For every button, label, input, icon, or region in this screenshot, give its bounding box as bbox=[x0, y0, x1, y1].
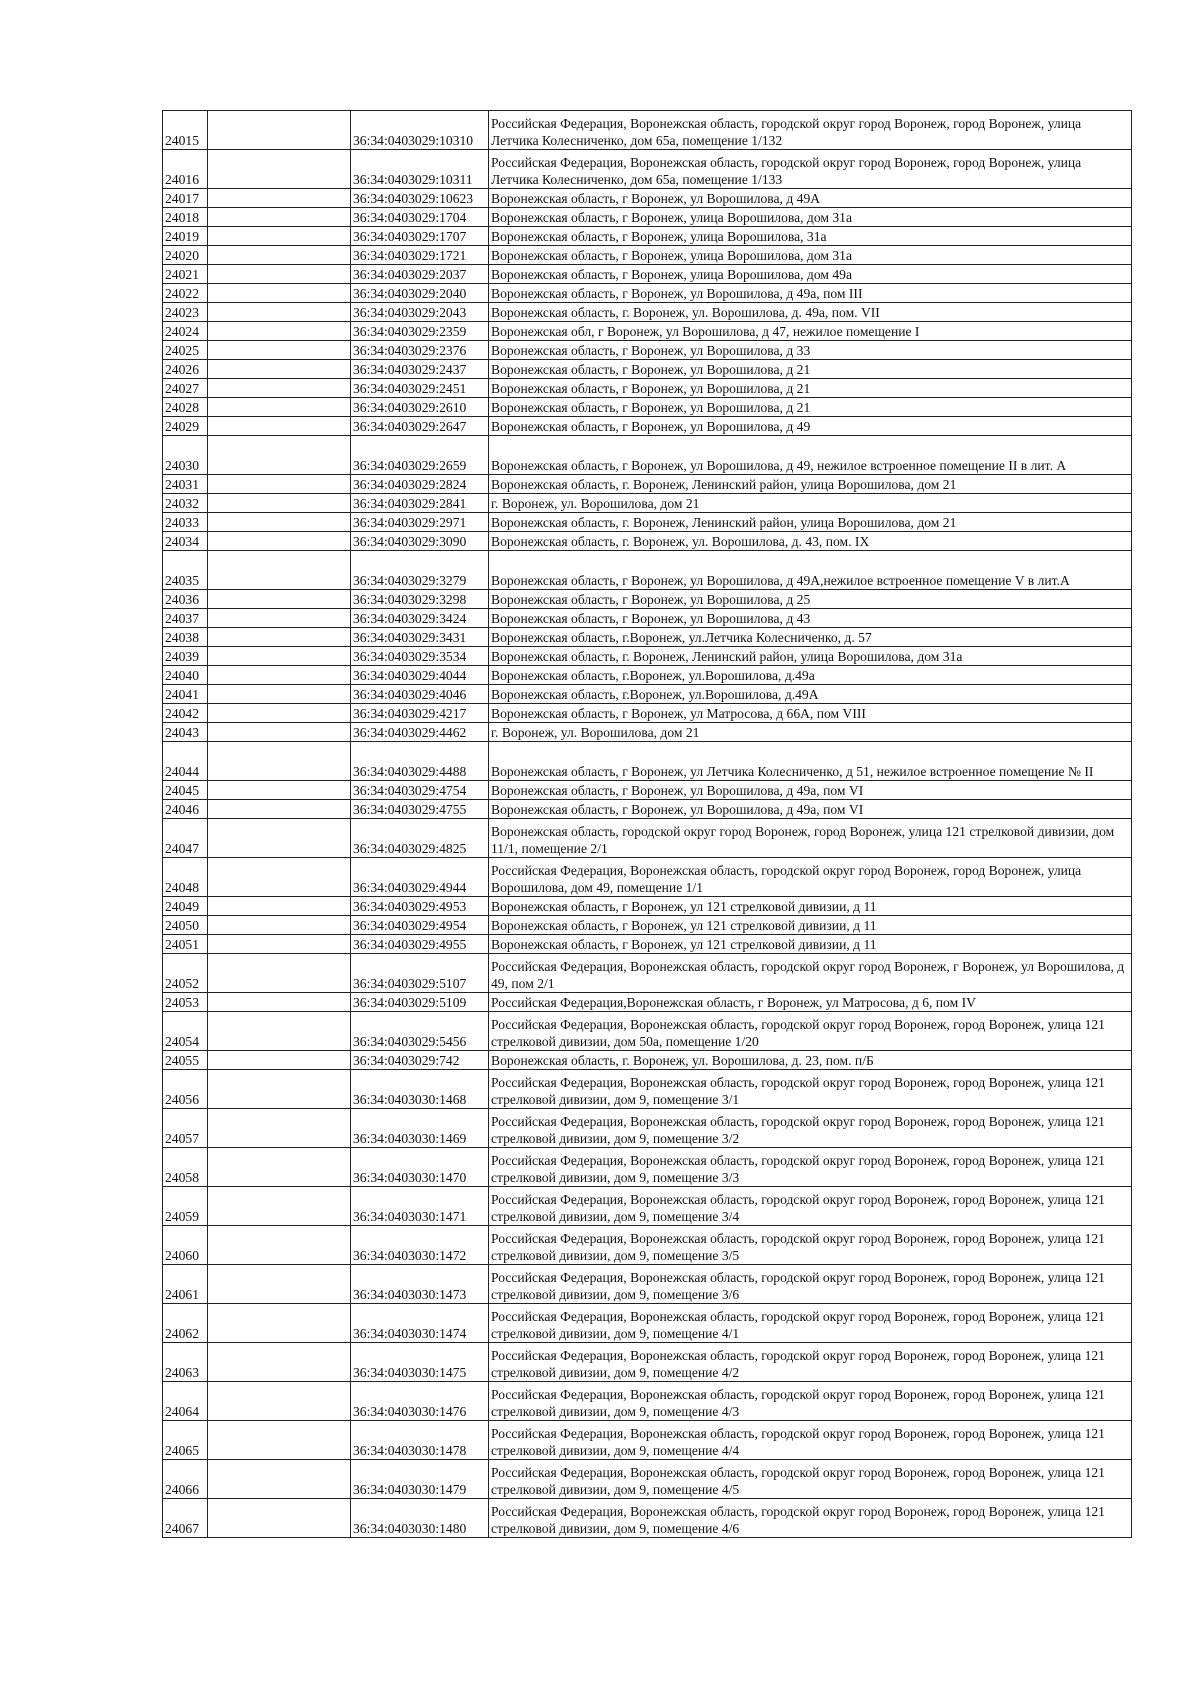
cadastral-number-cell: 36:34:0403029:2037 bbox=[351, 265, 489, 284]
row-number-cell: 24059 bbox=[163, 1187, 208, 1226]
empty-cell bbox=[208, 246, 351, 265]
address-cell: Воронежская область, г Воронеж, ул Ворошилова, д 49а, пом III bbox=[489, 284, 1132, 303]
empty-cell bbox=[208, 322, 351, 341]
cadastral-number-cell: 36:34:0403029:1707 bbox=[351, 227, 489, 246]
cadastral-number-cell: 36:34:0403029:3431 bbox=[351, 628, 489, 647]
cadastral-number-cell: 36:34:0403029:2659 bbox=[351, 436, 489, 475]
address-cell: Российская Федерация, Воронежская область, городской округ город Воронеж, город Воронеж, улица 121 стрелковой дивизии, дом 9, помещение 4/3 bbox=[489, 1382, 1132, 1421]
row-number-cell: 24056 bbox=[163, 1070, 208, 1109]
empty-cell bbox=[208, 704, 351, 723]
row-number-cell: 24023 bbox=[163, 303, 208, 322]
cadastral-number-cell: 36:34:0403029:4046 bbox=[351, 685, 489, 704]
address-cell: Воронежская область, г Воронеж, улица Ворошилова, дом 31а bbox=[489, 208, 1132, 227]
address-cell: Воронежская область, г Воронеж, ул Ворошилова, д 49А,нежилое встроенное помещение V в лит.А bbox=[489, 551, 1132, 590]
row-number-cell: 24021 bbox=[163, 265, 208, 284]
empty-cell bbox=[208, 494, 351, 513]
address-cell: Российская Федерация, Воронежская область, городской округ город Воронеж, город Воронеж, улица Ворошилова, дом 49, помещение 1/1 bbox=[489, 858, 1132, 897]
table-row bbox=[163, 781, 1132, 800]
cadastral-number-cell: 36:34:0403029:2647 bbox=[351, 417, 489, 436]
row-number-cell: 24017 bbox=[163, 189, 208, 208]
cadastral-number-cell: 36:34:0403030:1470 bbox=[351, 1148, 489, 1187]
table-row bbox=[163, 1460, 1132, 1499]
address-cell: Российская Федерация, Воронежская область, городской округ город Воронеж, город Воронеж, улица 121 стрелковой дивизии, дом 9, помещение 3/1 bbox=[489, 1070, 1132, 1109]
row-number-cell: 24018 bbox=[163, 208, 208, 227]
address-cell: Российская Федерация, Воронежская область, городской округ город Воронеж, город Воронеж, улица 121 стрелковой дивизии, дом 9, помещение 3/6 bbox=[489, 1265, 1132, 1304]
row-number-cell: 24034 bbox=[163, 532, 208, 551]
row-number-cell: 24040 bbox=[163, 666, 208, 685]
row-number-cell: 24067 bbox=[163, 1499, 208, 1538]
empty-cell bbox=[208, 954, 351, 993]
address-cell: Российская Федерация, Воронежская область, городской округ город Воронеж, город Воронеж, улица 121 стрелковой дивизии, дом 9, помещение 4/2 bbox=[489, 1343, 1132, 1382]
cadastral-number-cell: 36:34:0403029:1721 bbox=[351, 246, 489, 265]
table-row bbox=[163, 993, 1132, 1012]
table-row bbox=[163, 1012, 1132, 1051]
empty-cell bbox=[208, 723, 351, 742]
table-row bbox=[163, 417, 1132, 436]
empty-cell bbox=[208, 1187, 351, 1226]
address-cell: Российская Федерация, Воронежская область, городской округ город Воронеж, город Воронеж, улица 121 стрелковой дивизии, дом 9, помещение 4/1 bbox=[489, 1304, 1132, 1343]
empty-cell bbox=[208, 666, 351, 685]
empty-cell bbox=[208, 532, 351, 551]
cadastral-number-cell: 36:34:0403029:2359 bbox=[351, 322, 489, 341]
address-cell: Российская Федерация, Воронежская область, городской округ город Воронеж, город Воронеж, улица 121 стрелковой дивизии, дом 9, помещение 4/6 bbox=[489, 1499, 1132, 1538]
row-number-cell: 24066 bbox=[163, 1460, 208, 1499]
table-row bbox=[163, 723, 1132, 742]
table-row bbox=[163, 1148, 1132, 1187]
cadastral-number-cell: 36:34:0403029:2824 bbox=[351, 475, 489, 494]
row-number-cell: 24058 bbox=[163, 1148, 208, 1187]
address-cell: Воронежская область, г Воронеж, ул Матросова, д 66А, пом VIII bbox=[489, 704, 1132, 723]
empty-cell bbox=[208, 398, 351, 417]
cadastral-number-cell: 36:34:0403029:5109 bbox=[351, 993, 489, 1012]
row-number-cell: 24046 bbox=[163, 800, 208, 819]
cadastral-number-cell: 36:34:0403030:1475 bbox=[351, 1343, 489, 1382]
table-row bbox=[163, 551, 1132, 590]
table-row bbox=[163, 590, 1132, 609]
empty-cell bbox=[208, 150, 351, 189]
cadastral-number-cell: 36:34:0403030:1472 bbox=[351, 1226, 489, 1265]
cadastral-number-cell: 36:34:0403030:1473 bbox=[351, 1265, 489, 1304]
address-cell: г. Воронеж, ул. Ворошилова, дом 21 bbox=[489, 494, 1132, 513]
address-cell: Воронежская область, г Воронеж, ул Ворошилова, д 49А bbox=[489, 189, 1132, 208]
cadastral-number-cell: 36:34:0403029:4953 bbox=[351, 897, 489, 916]
cadastral-number-cell: 36:34:0403030:1476 bbox=[351, 1382, 489, 1421]
cadastral-number-cell: 36:34:0403029:4754 bbox=[351, 781, 489, 800]
table-row bbox=[163, 303, 1132, 322]
row-number-cell: 24055 bbox=[163, 1051, 208, 1070]
row-number-cell: 24020 bbox=[163, 246, 208, 265]
address-cell: Российская Федерация, Воронежская область, городской округ город Воронеж, город Воронеж, улица 121 стрелковой дивизии, дом 9, помещение 3/4 bbox=[489, 1187, 1132, 1226]
row-number-cell: 24016 bbox=[163, 150, 208, 189]
table-row bbox=[163, 208, 1132, 227]
empty-cell bbox=[208, 1226, 351, 1265]
row-number-cell: 24049 bbox=[163, 897, 208, 916]
cadastral-number-cell: 36:34:0403030:1471 bbox=[351, 1187, 489, 1226]
cadastral-number-cell: 36:34:0403029:4217 bbox=[351, 704, 489, 723]
empty-cell bbox=[208, 590, 351, 609]
address-cell: Воронежская область, г Воронеж, ул Ворошилова, д 21 bbox=[489, 398, 1132, 417]
table-row bbox=[163, 1109, 1132, 1148]
address-cell: Воронежская область, г Воронеж, улица Ворошилова, дом 31а bbox=[489, 246, 1132, 265]
cadastral-number-cell: 36:34:0403029:4944 bbox=[351, 858, 489, 897]
cadastral-number-cell: 36:34:0403029:10310 bbox=[351, 111, 489, 150]
table-row bbox=[163, 150, 1132, 189]
cadastral-number-cell: 36:34:0403029:5456 bbox=[351, 1012, 489, 1051]
cadastral-number-cell: 36:34:0403029:10311 bbox=[351, 150, 489, 189]
table-row bbox=[163, 935, 1132, 954]
address-cell: Воронежская обл, г Воронеж, ул Ворошилова, д 47, нежилое помещение I bbox=[489, 322, 1132, 341]
table-row bbox=[163, 954, 1132, 993]
table-row bbox=[163, 916, 1132, 935]
row-number-cell: 24030 bbox=[163, 436, 208, 475]
address-cell: Воронежская область, г Воронеж, ул Ворошилова, д 33 bbox=[489, 341, 1132, 360]
empty-cell bbox=[208, 742, 351, 781]
address-cell: Воронежская область, г. Воронеж, Ленинский район, улица Ворошилова, дом 31а bbox=[489, 647, 1132, 666]
table-row bbox=[163, 475, 1132, 494]
empty-cell bbox=[208, 935, 351, 954]
table-row bbox=[163, 532, 1132, 551]
empty-cell bbox=[208, 1051, 351, 1070]
address-cell: Российская Федерация,Воронежская область, г Воронеж, ул Матросова, д 6, пом IV bbox=[489, 993, 1132, 1012]
table-row bbox=[163, 1070, 1132, 1109]
address-cell: Воронежская область, г. Воронеж, ул. Ворошилова, д. 23, пом. п/Б bbox=[489, 1051, 1132, 1070]
table-row bbox=[163, 666, 1132, 685]
address-cell: Российская Федерация, Воронежская область, городской округ город Воронеж, г Воронеж, ул Ворошилова, д 49, пом 2/1 bbox=[489, 954, 1132, 993]
address-cell: Воронежская область, г.Воронеж, ул.Ворошилова, д.49а bbox=[489, 666, 1132, 685]
empty-cell bbox=[208, 1382, 351, 1421]
address-cell: Российская Федерация, Воронежская область, городской округ город Воронеж, город Воронеж, улица 121 стрелковой дивизии, дом 9, помещение 3/3 bbox=[489, 1148, 1132, 1187]
row-number-cell: 24052 bbox=[163, 954, 208, 993]
address-cell: Воронежская область, г. Воронеж, Ленинский район, улица Ворошилова, дом 21 bbox=[489, 475, 1132, 494]
row-number-cell: 24015 bbox=[163, 111, 208, 150]
address-cell: Воронежская область, г Воронеж, ул Ворошилова, д 25 bbox=[489, 590, 1132, 609]
empty-cell bbox=[208, 916, 351, 935]
cadastral-number-cell: 36:34:0403030:1479 bbox=[351, 1460, 489, 1499]
table-row bbox=[163, 398, 1132, 417]
cadastral-number-cell: 36:34:0403029:3298 bbox=[351, 590, 489, 609]
cadastral-number-cell: 36:34:0403029:1704 bbox=[351, 208, 489, 227]
empty-cell bbox=[208, 303, 351, 322]
address-cell: Российская Федерация, Воронежская область, городской округ город Воронеж, город Воронеж, улица Летчика Колесниченко, дом 65а, помещение 1/132 bbox=[489, 111, 1132, 150]
empty-cell bbox=[208, 475, 351, 494]
address-cell: Воронежская область, г Воронеж, ул Ворошилова, д 43 bbox=[489, 609, 1132, 628]
cadastral-number-cell: 36:34:0403029:3424 bbox=[351, 609, 489, 628]
table-row bbox=[163, 513, 1132, 532]
empty-cell bbox=[208, 1460, 351, 1499]
table-row bbox=[163, 858, 1132, 897]
row-number-cell: 24057 bbox=[163, 1109, 208, 1148]
row-number-cell: 24054 bbox=[163, 1012, 208, 1051]
empty-cell bbox=[208, 1421, 351, 1460]
cadastral-number-cell: 36:34:0403029:2841 bbox=[351, 494, 489, 513]
address-cell: Воронежская область, г. Воронеж, ул. Ворошилова, д. 43, пом. IX bbox=[489, 532, 1132, 551]
row-number-cell: 24031 bbox=[163, 475, 208, 494]
address-cell: Воронежская область, г Воронеж, ул Ворошилова, д 21 bbox=[489, 360, 1132, 379]
table-row bbox=[163, 111, 1132, 150]
table-row bbox=[163, 1382, 1132, 1421]
address-cell: Воронежская область, г Воронеж, ул Ворошилова, д 49 bbox=[489, 417, 1132, 436]
cadastral-number-cell: 36:34:0403029:3090 bbox=[351, 532, 489, 551]
address-cell: Российская Федерация, Воронежская область, городской округ город Воронеж, город Воронеж, улица 121 стрелковой дивизии, дом 9, помещение 3/2 bbox=[489, 1109, 1132, 1148]
empty-cell bbox=[208, 1012, 351, 1051]
row-number-cell: 24044 bbox=[163, 742, 208, 781]
cadastral-number-cell: 36:34:0403029:2971 bbox=[351, 513, 489, 532]
table-row bbox=[163, 685, 1132, 704]
address-cell: Воронежская область, г.Воронеж, ул.Ворошилова, д.49А bbox=[489, 685, 1132, 704]
cadastral-number-cell: 36:34:0403029:3534 bbox=[351, 647, 489, 666]
empty-cell bbox=[208, 1070, 351, 1109]
table-row bbox=[163, 227, 1132, 246]
empty-cell bbox=[208, 1148, 351, 1187]
empty-cell bbox=[208, 513, 351, 532]
table-row bbox=[163, 360, 1132, 379]
table-row bbox=[163, 322, 1132, 341]
empty-cell bbox=[208, 609, 351, 628]
registry-body bbox=[163, 111, 1132, 1538]
empty-cell bbox=[208, 897, 351, 916]
address-cell: Воронежская область, г Воронеж, ул Летчика Колесниченко, д 51, нежилое встроенное помещение № II bbox=[489, 742, 1132, 781]
row-number-cell: 24027 bbox=[163, 379, 208, 398]
row-number-cell: 24062 bbox=[163, 1304, 208, 1343]
cadastral-number-cell: 36:34:0403030:1469 bbox=[351, 1109, 489, 1148]
address-cell: Воронежская область, г. Воронеж, Ленинский район, улица Ворошилова, дом 21 bbox=[489, 513, 1132, 532]
cadastral-number-cell: 36:34:0403029:4955 bbox=[351, 935, 489, 954]
table-row bbox=[163, 1265, 1132, 1304]
table-row bbox=[163, 800, 1132, 819]
address-cell: Российская Федерация, Воронежская область, городской округ город Воронеж, город Воронеж, улица 121 стрелковой дивизии, дом 9, помещение 4/4 bbox=[489, 1421, 1132, 1460]
cadastral-number-cell: 36:34:0403029:4488 bbox=[351, 742, 489, 781]
row-number-cell: 24022 bbox=[163, 284, 208, 303]
cadastral-number-cell: 36:34:0403029:2043 bbox=[351, 303, 489, 322]
row-number-cell: 24039 bbox=[163, 647, 208, 666]
table-row bbox=[163, 742, 1132, 781]
empty-cell bbox=[208, 551, 351, 590]
empty-cell bbox=[208, 993, 351, 1012]
row-number-cell: 24063 bbox=[163, 1343, 208, 1382]
row-number-cell: 24028 bbox=[163, 398, 208, 417]
cadastral-number-cell: 36:34:0403029:4755 bbox=[351, 800, 489, 819]
cadastral-number-cell: 36:34:0403029:2451 bbox=[351, 379, 489, 398]
row-number-cell: 24036 bbox=[163, 590, 208, 609]
row-number-cell: 24024 bbox=[163, 322, 208, 341]
row-number-cell: 24050 bbox=[163, 916, 208, 935]
table-row bbox=[163, 1499, 1132, 1538]
address-cell: Российская Федерация, Воронежская область, городской округ город Воронеж, город Воронеж, улица 121 стрелковой дивизии, дом 9, помещение 3/5 bbox=[489, 1226, 1132, 1265]
empty-cell bbox=[208, 417, 351, 436]
cadastral-number-cell: 36:34:0403030:1468 bbox=[351, 1070, 489, 1109]
row-number-cell: 24041 bbox=[163, 685, 208, 704]
table-row bbox=[163, 284, 1132, 303]
table-row bbox=[163, 819, 1132, 858]
row-number-cell: 24047 bbox=[163, 819, 208, 858]
row-number-cell: 24029 bbox=[163, 417, 208, 436]
address-cell: Российская Федерация, Воронежская область, городской округ город Воронеж, город Воронеж, улица 121 стрелковой дивизии, дом 9, помещение 4/5 bbox=[489, 1460, 1132, 1499]
empty-cell bbox=[208, 628, 351, 647]
table-row bbox=[163, 1051, 1132, 1070]
empty-cell bbox=[208, 647, 351, 666]
table-row bbox=[163, 265, 1132, 284]
empty-cell bbox=[208, 265, 351, 284]
empty-cell bbox=[208, 1343, 351, 1382]
table-row bbox=[163, 1187, 1132, 1226]
empty-cell bbox=[208, 284, 351, 303]
cadastral-number-cell: 36:34:0403029:2376 bbox=[351, 341, 489, 360]
address-cell: Воронежская область, г Воронеж, ул Ворошилова, д 49а, пом VI bbox=[489, 781, 1132, 800]
empty-cell bbox=[208, 189, 351, 208]
row-number-cell: 24019 bbox=[163, 227, 208, 246]
address-cell: Воронежская область, городской округ город Воронеж, город Воронеж, улица 121 стрелковой дивизии, дом 11/1, помещение 2/1 bbox=[489, 819, 1132, 858]
row-number-cell: 24061 bbox=[163, 1265, 208, 1304]
empty-cell bbox=[208, 379, 351, 398]
property-registry-table bbox=[162, 110, 1132, 1538]
row-number-cell: 24051 bbox=[163, 935, 208, 954]
table-row bbox=[163, 341, 1132, 360]
row-number-cell: 24042 bbox=[163, 704, 208, 723]
address-cell: Воронежская область, г Воронеж, улица Ворошилова, 31а bbox=[489, 227, 1132, 246]
address-cell: Российская Федерация, Воронежская область, городской округ город Воронеж, город Воронеж, улица 121 стрелковой дивизии, дом 50а, помещение 1/20 bbox=[489, 1012, 1132, 1051]
address-cell: Российская Федерация, Воронежская область, городской округ город Воронеж, город Воронеж, улица Летчика Колесниченко, дом 65а, помещение 1/133 bbox=[489, 150, 1132, 189]
table-row bbox=[163, 1304, 1132, 1343]
address-cell: Воронежская область, г Воронеж, улица Ворошилова, дом 49а bbox=[489, 265, 1132, 284]
row-number-cell: 24045 bbox=[163, 781, 208, 800]
row-number-cell: 24053 bbox=[163, 993, 208, 1012]
address-cell: Воронежская область, г.Воронеж, ул.Летчика Колесниченко, д. 57 bbox=[489, 628, 1132, 647]
empty-cell bbox=[208, 685, 351, 704]
row-number-cell: 24064 bbox=[163, 1382, 208, 1421]
table-row bbox=[163, 246, 1132, 265]
table-row bbox=[163, 609, 1132, 628]
empty-cell bbox=[208, 1304, 351, 1343]
row-number-cell: 24037 bbox=[163, 609, 208, 628]
address-cell: Воронежская область, г Воронеж, ул 121 стрелковой дивизии, д 11 bbox=[489, 916, 1132, 935]
cadastral-number-cell: 36:34:0403029:2610 bbox=[351, 398, 489, 417]
row-number-cell: 24026 bbox=[163, 360, 208, 379]
address-cell: Воронежская область, г Воронеж, ул 121 стрелковой дивизии, д 11 bbox=[489, 935, 1132, 954]
table-row bbox=[163, 647, 1132, 666]
table-row bbox=[163, 189, 1132, 208]
address-cell: Воронежская область, г Воронеж, ул Ворошилова, д 21 bbox=[489, 379, 1132, 398]
empty-cell bbox=[208, 360, 351, 379]
table-row bbox=[163, 436, 1132, 475]
cadastral-number-cell: 36:34:0403029:4044 bbox=[351, 666, 489, 685]
row-number-cell: 24043 bbox=[163, 723, 208, 742]
cadastral-number-cell: 36:34:0403029:4462 bbox=[351, 723, 489, 742]
row-number-cell: 24035 bbox=[163, 551, 208, 590]
empty-cell bbox=[208, 1499, 351, 1538]
empty-cell bbox=[208, 208, 351, 227]
row-number-cell: 24033 bbox=[163, 513, 208, 532]
empty-cell bbox=[208, 436, 351, 475]
empty-cell bbox=[208, 781, 351, 800]
empty-cell bbox=[208, 111, 351, 150]
table-row bbox=[163, 379, 1132, 398]
row-number-cell: 24032 bbox=[163, 494, 208, 513]
address-cell: Воронежская область, г. Воронеж, ул. Ворошилова, д. 49а, пом. VII bbox=[489, 303, 1132, 322]
cadastral-number-cell: 36:34:0403029:742 bbox=[351, 1051, 489, 1070]
cadastral-number-cell: 36:34:0403029:3279 bbox=[351, 551, 489, 590]
address-cell: Воронежская область, г Воронеж, ул 121 стрелковой дивизии, д 11 bbox=[489, 897, 1132, 916]
address-cell: г. Воронеж, ул. Ворошилова, дом 21 bbox=[489, 723, 1132, 742]
table-row bbox=[163, 494, 1132, 513]
row-number-cell: 24060 bbox=[163, 1226, 208, 1265]
empty-cell bbox=[208, 819, 351, 858]
empty-cell bbox=[208, 800, 351, 819]
empty-cell bbox=[208, 1265, 351, 1304]
row-number-cell: 24025 bbox=[163, 341, 208, 360]
cadastral-number-cell: 36:34:0403029:4825 bbox=[351, 819, 489, 858]
cadastral-number-cell: 36:34:0403029:2437 bbox=[351, 360, 489, 379]
empty-cell bbox=[208, 227, 351, 246]
table-row bbox=[163, 1343, 1132, 1382]
empty-cell bbox=[208, 341, 351, 360]
table-row bbox=[163, 897, 1132, 916]
cadastral-number-cell: 36:34:0403029:10623 bbox=[351, 189, 489, 208]
cadastral-number-cell: 36:34:0403030:1474 bbox=[351, 1304, 489, 1343]
table-row bbox=[163, 704, 1132, 723]
cadastral-number-cell: 36:34:0403030:1478 bbox=[351, 1421, 489, 1460]
empty-cell bbox=[208, 858, 351, 897]
table-row bbox=[163, 1226, 1132, 1265]
cadastral-number-cell: 36:34:0403029:5107 bbox=[351, 954, 489, 993]
row-number-cell: 24048 bbox=[163, 858, 208, 897]
address-cell: Воронежская область, г Воронеж, ул Ворошилова, д 49, нежилое встроенное помещение II в лит. А bbox=[489, 436, 1132, 475]
row-number-cell: 24038 bbox=[163, 628, 208, 647]
cadastral-number-cell: 36:34:0403029:2040 bbox=[351, 284, 489, 303]
cadastral-number-cell: 36:34:0403030:1480 bbox=[351, 1499, 489, 1538]
cadastral-number-cell: 36:34:0403029:4954 bbox=[351, 916, 489, 935]
table-row bbox=[163, 628, 1132, 647]
row-number-cell: 24065 bbox=[163, 1421, 208, 1460]
empty-cell bbox=[208, 1109, 351, 1148]
address-cell: Воронежская область, г Воронеж, ул Ворошилова, д 49а, пом VI bbox=[489, 800, 1132, 819]
table-row bbox=[163, 1421, 1132, 1460]
